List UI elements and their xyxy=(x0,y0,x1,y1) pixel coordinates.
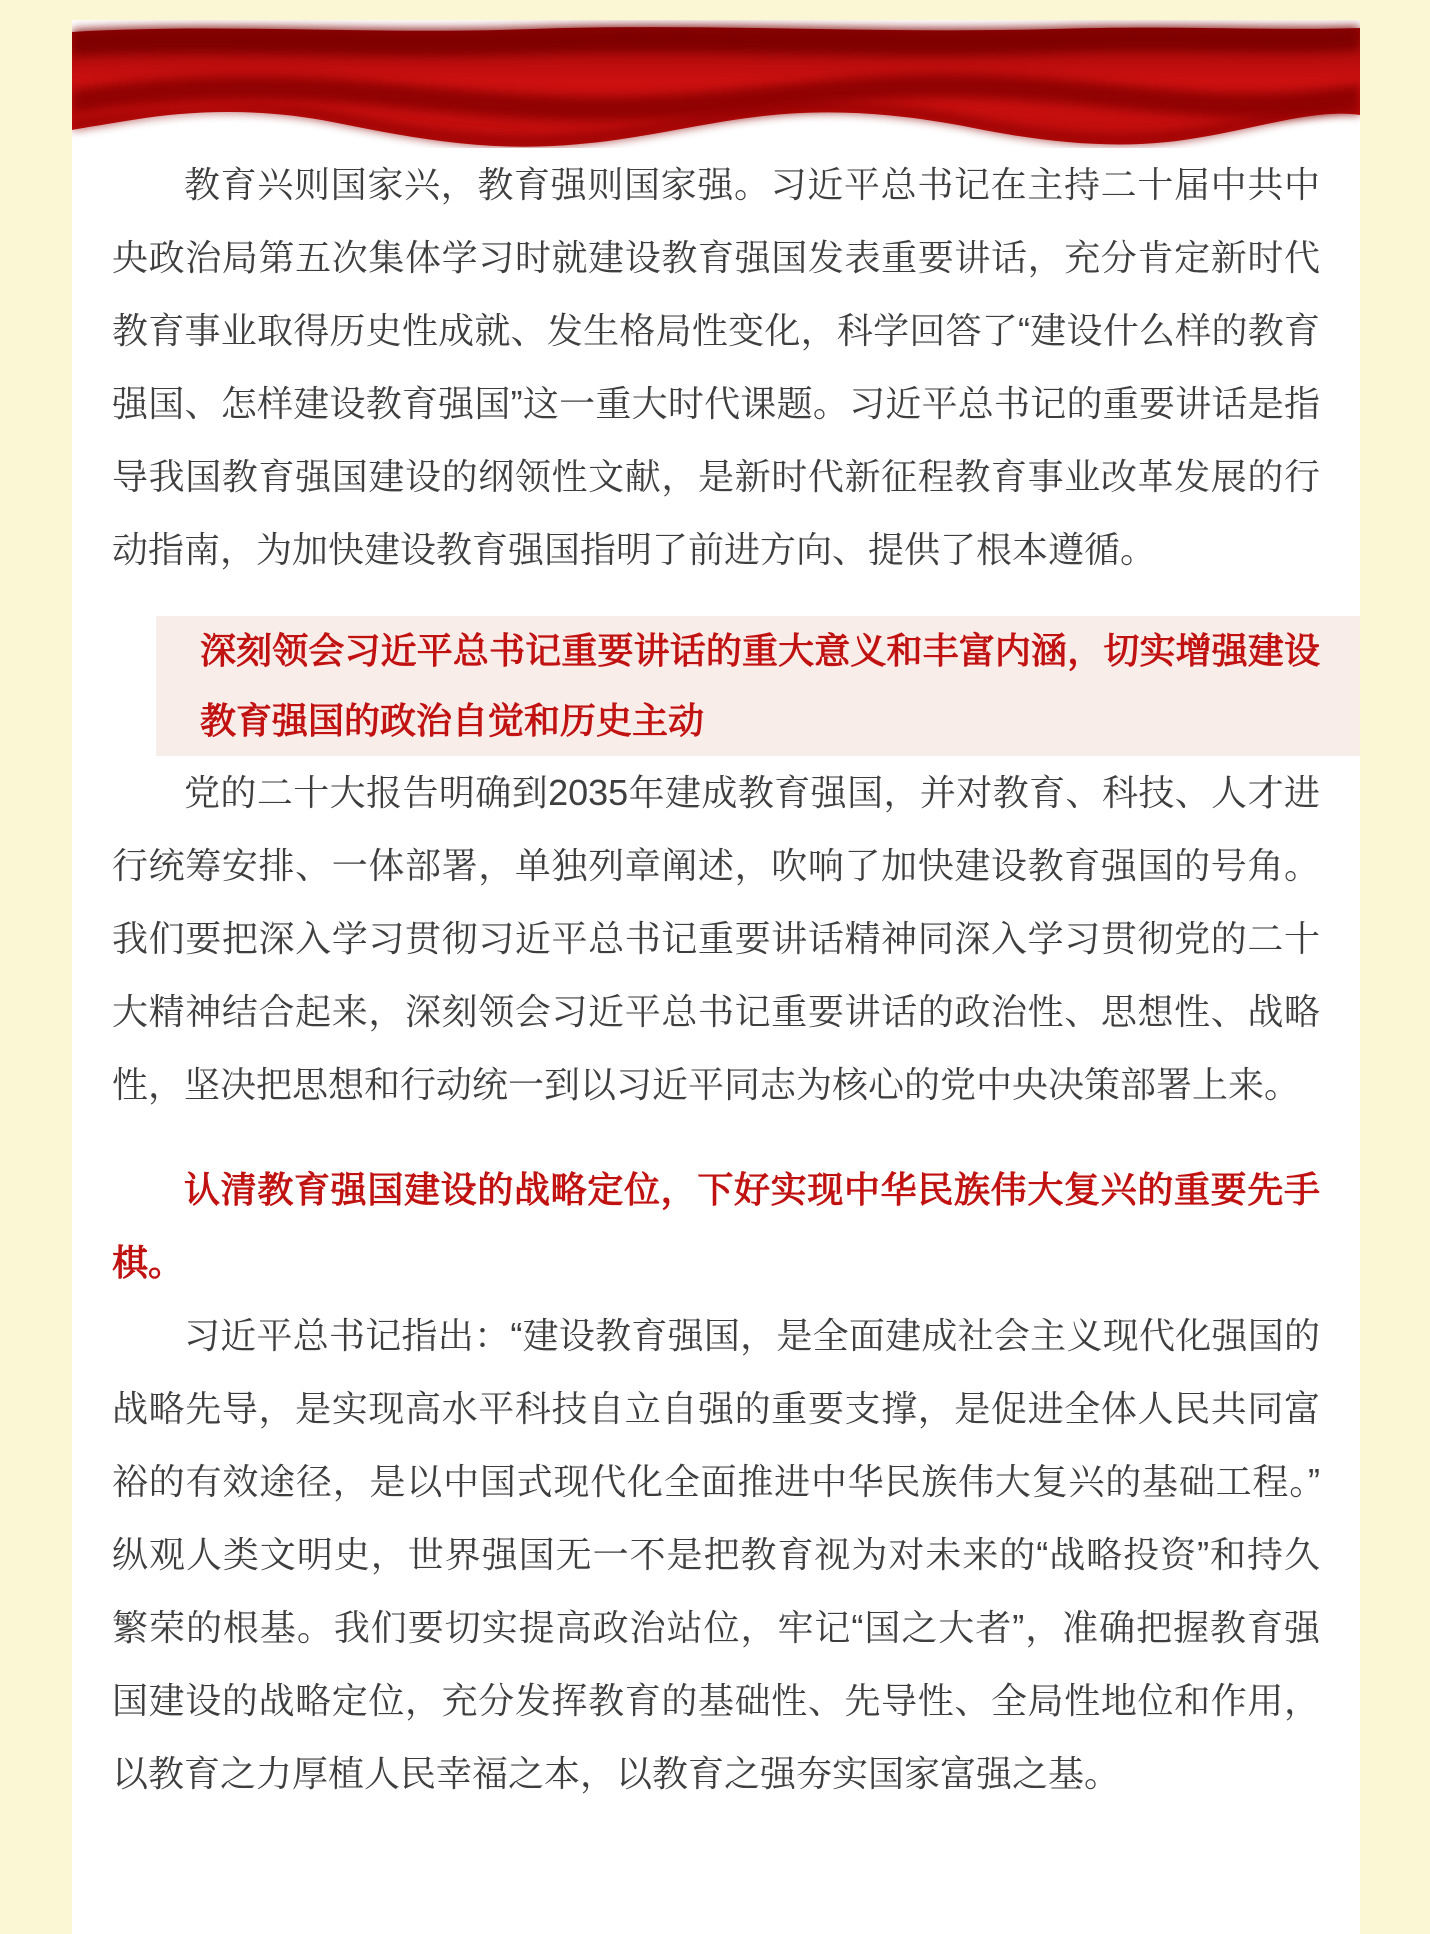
content-card xyxy=(72,20,1360,1934)
section-subheading-red: 认清教育强国建设的战略定位，下好实现中华民族伟大复兴的重要先手棋。 xyxy=(112,1169,1320,1283)
section-heading-highlighted: 深刻领会习近平总书记重要讲话的重大意义和丰富内涵，切实增强建设教育强国的政治自觉和历史主动 xyxy=(156,616,1360,756)
body-paragraph-1: 教育兴则国家兴，教育强则国家强。习近平总书记在主持二十届中共中央政治局第五次集体学习时就建设教育强国发表重要讲话，充分肯定新时代教育事业取得历史性成就、发生格局性变化，科学回答了“建设什么样的教育强国、怎样建设教育强国”这一重大时代课题。习近平总书记的重要讲话是指导我国教育强国建设的纲领性文献，是新时代新征程教育事业改革发展的行动指南，为加快建设教育强国指明了前进方向、提供了根本遵循。 xyxy=(112,164,1320,570)
red-ribbon-decoration xyxy=(72,20,1360,148)
body-paragraph-2: 党的二十大报告明确到2035年建成教育强国，并对教育、科技、人才进行统筹安排、一体部署，单独列章阐述，吹响了加快建设教育强国的号角。我们要把深入学习贯彻习近平总书记重要讲话精神同深入学习贯彻党的二十大精神结合起来，深刻领会习近平总书记重要讲话的政治性、思想性、战略性，坚决把思想和行动统一到以习近平同志为核心的党中央决策部署上来。 xyxy=(112,772,1320,1105)
article-content xyxy=(72,148,1360,1810)
body-paragraph-3: 习近平总书记指出：“建设教育强国，是全面建成社会主义现代化强国的战略先导，是实现高水平科技自立自强的重要支撑，是促进全体人民共同富裕的有效途径，是以中国式现代化全面推进中华民族伟大复兴的基础工程。”纵观人类文明史，世界强国无一不是把教育视为对未来的“战略投资”和持久繁荣的根基。我们要切实提高政治站位，牢记“国之大者”，准确把握教育强国建设的战略定位，充分发挥教育的基础性、先导性、全局性地位和作用，以教育之力厚植人民幸福之本，以教育之强夯实国家富强之基。 xyxy=(112,1315,1320,1794)
